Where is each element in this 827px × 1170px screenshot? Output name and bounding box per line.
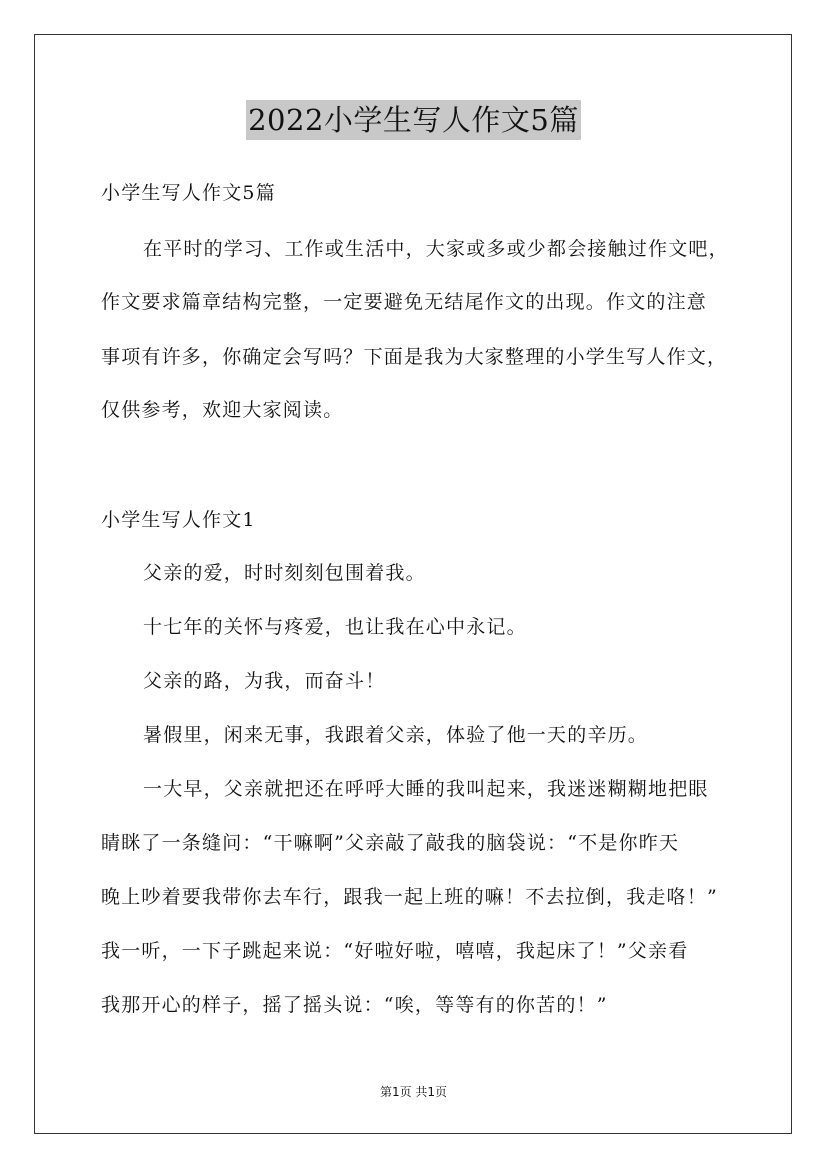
section-heading: 小学生写人作文1 xyxy=(101,509,256,531)
intro-line: 作文要求篇章结构完整，一定要避免无结尾作文的出现。作文的注意 xyxy=(101,291,708,313)
title-container xyxy=(0,100,827,140)
body-line: 一大早，父亲就把还在呼呼大睡的我叫起来，我迷迷糊糊地把眼 xyxy=(143,778,709,800)
intro-line: 事项有许多，你确定会写吗？下面是我为大家整理的小学生写人作文， xyxy=(101,346,728,368)
body-line: 十七年的关怀与疼爱，也让我在心中永记。 xyxy=(143,616,527,638)
intro-line: 在平时的学习、工作或生活中，大家或多或少都会接触过作文吧， xyxy=(143,238,729,260)
body-line: 晚上吵着要我带你去车行，跟我一起上班的嘛！不去拉倒，我走咯！” xyxy=(101,886,718,908)
subtitle: 小学生写人作文5篇 xyxy=(101,182,276,204)
body-line: 我一听，一下子跳起来说：“好啦好啦，嘻嘻，我起床了！”父亲看 xyxy=(101,940,689,962)
body-line: 父亲的爱，时时刻刻包围着我。 xyxy=(143,562,426,584)
body-line: 睛眯了一条缝问：“干嘛啊”父亲敲了敲我的脑袋说：“不是你昨天 xyxy=(101,832,680,854)
page-footer: 第1页 共1页 xyxy=(379,1085,448,1099)
body-line: 暑假里，闲来无事，我跟着父亲，体验了他一天的辛历。 xyxy=(143,724,649,746)
body-line: 我那开心的样子，摇了摇头说：“唉，等等有的你苦的！” xyxy=(101,994,608,1016)
body-line: 父亲的路，为我，而奋斗！ xyxy=(143,670,386,692)
document-title: 2022小学生写人作文5篇 xyxy=(246,100,581,140)
intro-line: 仅供参考，欢迎大家阅读。 xyxy=(101,399,344,421)
